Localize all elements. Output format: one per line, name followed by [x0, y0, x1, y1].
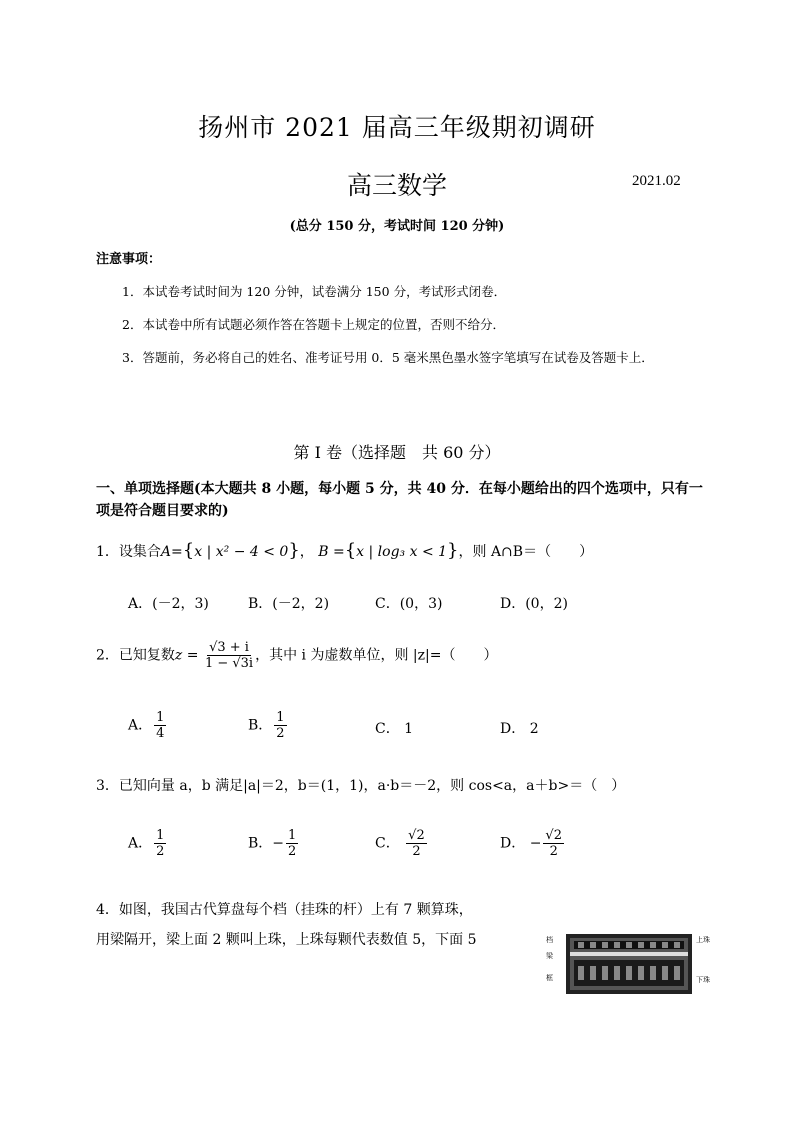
- notice-item-2: 2．本试卷中所有试题必须作答在答题卡上规定的位置，否则不给分．: [122, 317, 505, 332]
- q3-option-c-label: C．: [375, 835, 400, 852]
- exam-title: 扬州市 2021 届高三年级期初调研: [198, 113, 596, 142]
- notice-item-1: 1．本试卷考试时间为 120 分钟，试卷满分 150 分，考试形式闭卷．: [122, 284, 507, 299]
- q2-option-a: [128, 710, 168, 741]
- q3-option-a-num: 1: [156, 828, 165, 843]
- q1-set-a-body: x | x² − 4 < 0: [194, 544, 289, 560]
- q1-prefix: 1．设集合: [96, 544, 161, 560]
- part-1-instructions: 一、单项选择题(本大题共 8 小题，每小题 5 分，共 40 分．在每小题给出的四个选项中，只有一项是符合题目要求的): [96, 481, 703, 519]
- q3-option-a-den: 2: [156, 844, 165, 859]
- q2-option-b-den: 2: [276, 726, 285, 741]
- abacus-label-kuang: 框: [546, 974, 553, 982]
- q4-line-2: 用梁隔开，梁上面 2 颗叫上珠，上珠每颗代表数值 5，下面 5: [96, 932, 477, 948]
- q2-prefix: 2．已知复数: [96, 647, 175, 664]
- q1-set-b-body: x | log₃ x < 1: [356, 544, 448, 560]
- q1-suffix: ，则 A∩B＝（ ）: [458, 544, 594, 560]
- q2-option-c-value: 1: [404, 721, 414, 737]
- q2-option-d-value: 2: [529, 721, 539, 737]
- q2-z: z =: [174, 647, 199, 664]
- q1-set-a: A=: [160, 544, 183, 560]
- q3-option-d-sign: −: [529, 835, 542, 852]
- abacus-label-upper: 上珠: [696, 936, 710, 944]
- notice-item-3: 3．答题前，务必将自己的姓名、准考证号用 0．5 毫米黑色墨水签字笔填写在试卷及答题卡上．: [122, 350, 654, 365]
- q3-option-c-num: √2: [408, 828, 425, 843]
- q3-option-d-num: √2: [545, 828, 562, 843]
- q2-option-b-num: 1: [276, 710, 285, 725]
- question-4: [96, 895, 536, 955]
- q2-option-b-label: B．: [248, 717, 273, 734]
- q3-option-b-label: B．: [248, 835, 273, 852]
- q1-option-d: D．(0，2): [500, 596, 568, 612]
- q2-suffix: ，其中 i 为虚数单位，则 |z|=（ ）: [255, 647, 498, 664]
- q4-line-1: 4．如图，我国古代算盘每个档（挂珠的杆）上有 7 颗算珠，: [96, 902, 473, 918]
- abacus-label-lower: 下珠: [696, 976, 710, 984]
- question-3: 3．已知向量 a，b 满足|a|＝2，b＝(1，1)，a·b＝－2，则 cos<a，a＋b>＝（ ）: [96, 778, 626, 794]
- abacus-figure: [544, 930, 714, 998]
- q2-option-c: [375, 718, 413, 738]
- q3-option-c-den: 2: [412, 844, 421, 859]
- q3-option-b-sign: −: [272, 835, 285, 852]
- q3-option-a: [128, 828, 168, 859]
- q2-option-d-label: D．: [500, 721, 526, 737]
- q2-denominator: 1 − √3i: [204, 656, 254, 671]
- q3-option-b-den: 2: [288, 844, 297, 859]
- abacus-beam: [570, 952, 688, 956]
- question-1: 1．设集合A={x | x² − 4 < 0}， B ={x | log₃ x < 1}，则 A∩B＝（ ）: [96, 540, 594, 561]
- abacus-beads: [574, 941, 684, 986]
- q2-option-a-den: 4: [156, 726, 165, 741]
- q2-option-a-num: 1: [156, 710, 165, 725]
- abacus-label-dang: 档: [546, 936, 553, 944]
- q2-option-d: [500, 718, 539, 738]
- q2-option-b: [248, 710, 289, 741]
- q3-option-c: [375, 828, 429, 859]
- q1-set-b: B =: [318, 544, 345, 560]
- q3-option-b: [248, 828, 300, 859]
- q3-option-d-den: 2: [549, 844, 558, 859]
- question-2: [96, 640, 497, 671]
- q2-option-c-label: C．: [375, 721, 400, 737]
- exam-subtitle: 高三数学: [346, 171, 447, 200]
- q3-option-b-num: 1: [288, 828, 297, 843]
- exam-date: 2021.02: [632, 173, 681, 189]
- q1-option-a: A．(－2，3): [128, 596, 209, 612]
- q3-option-a-label: A．: [128, 835, 153, 852]
- q2-numerator: √3 + i: [209, 640, 249, 655]
- q2-option-a-label: A．: [128, 717, 153, 734]
- q2-fraction: [205, 640, 253, 671]
- q1-option-b: B．(－2，2): [248, 596, 330, 612]
- section-title: 第 I 卷（选择题 共 60 分）: [293, 443, 501, 462]
- q3-option-d: [500, 828, 566, 859]
- abacus-label-liang: 梁: [546, 952, 553, 960]
- notice-title: 注意事项：: [96, 252, 162, 267]
- q3-option-d-label: D．: [500, 835, 526, 852]
- exam-info: (总分 150 分，考试时间 120 分钟): [289, 219, 505, 234]
- q1-option-c: C．(0，3): [375, 596, 443, 612]
